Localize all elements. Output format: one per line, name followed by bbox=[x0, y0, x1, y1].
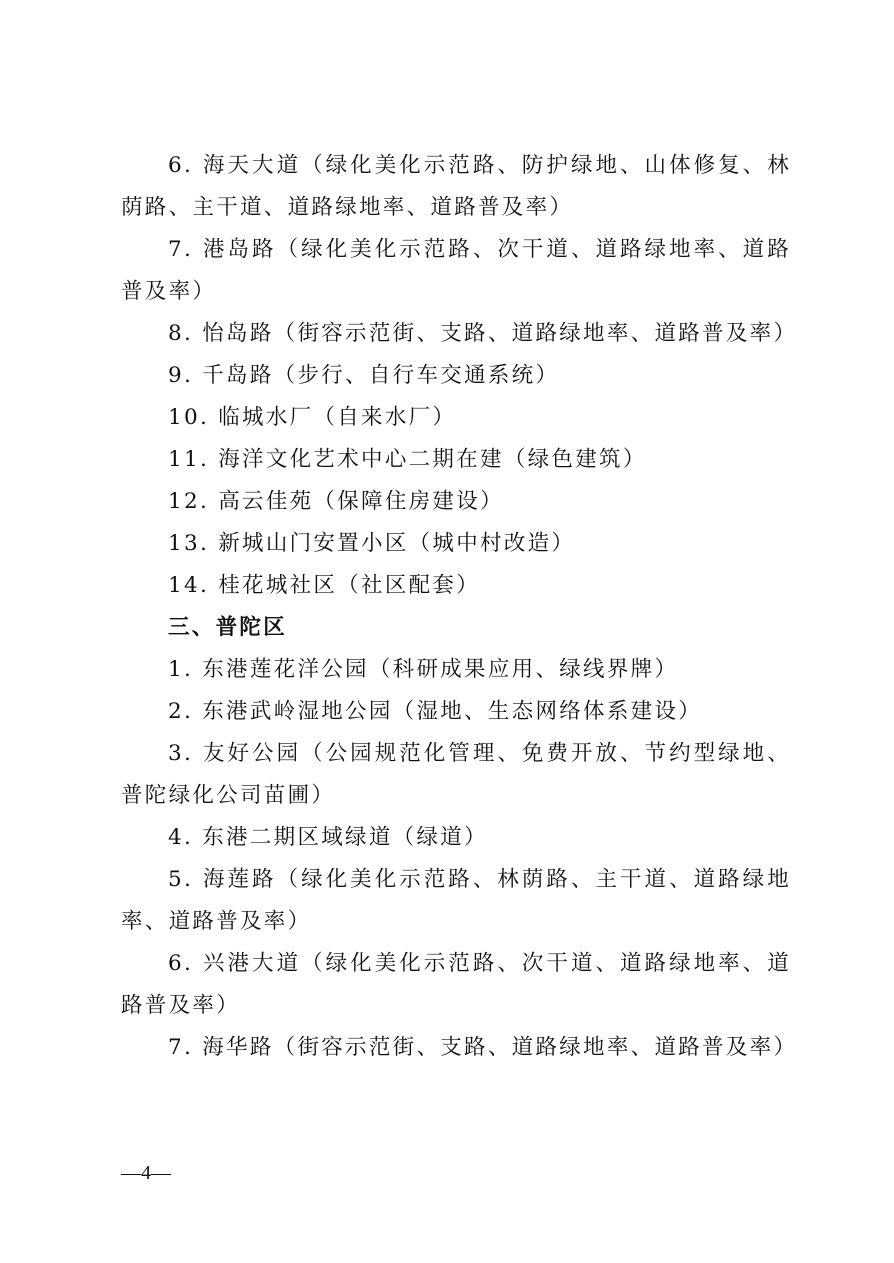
section-heading-putuo: 三、普陀区 bbox=[168, 615, 288, 640]
list-item-youhao-park: 3. 友好公园（公园规范化管理、免费开放、节约型绿地、普陀绿化公司苗圃） bbox=[121, 741, 791, 808]
list-item-shanmen-resettlement: 13. 新城山门安置小区（城中村改造） bbox=[168, 531, 576, 556]
list-item-haitian-avenue: 6. 海天大道（绿化美化示范路、防护绿地、山体修复、林荫路、主干道、道路绿地率、道路普及率） bbox=[121, 153, 791, 220]
list-item-gangdao-road: 7. 港岛路（绿化美化示范路、次干道、道路绿地率、道路普及率） bbox=[121, 237, 791, 304]
list-item-gaoyun-jiayuan: 12. 高云佳苑（保障住房建设） bbox=[168, 489, 504, 514]
list-item-lianhuayang-park: 1. 东港莲花洋公园（科研成果应用、绿线界牌） bbox=[168, 657, 679, 682]
list-item-donggang-greenway: 4. 东港二期区域绿道（绿道） bbox=[168, 825, 488, 850]
list-item-haihua-road: 7. 海华路（街容示范街、支路、道路绿地率、道路普及率） bbox=[168, 1035, 798, 1060]
list-item-lincheng-waterworks: 10. 临城水厂（自来水厂） bbox=[168, 405, 457, 430]
list-item-xinggang-avenue: 6. 兴港大道（绿化美化示范路、次干道、道路绿地率、道路普及率） bbox=[121, 951, 791, 1018]
page-number: —4— bbox=[121, 1162, 171, 1184]
list-item-guihuacheng-community: 14. 桂花城社区（社区配套） bbox=[168, 573, 481, 598]
list-item-ocean-culture-center: 11. 海洋文化艺术中心二期在建（绿色建筑） bbox=[168, 447, 647, 472]
list-item-qiandao-road: 9. 千岛路（步行、自行车交通系统） bbox=[168, 363, 560, 388]
list-item-wuling-wetland-park: 2. 东港武岭湿地公园（湿地、生态网络体系建设） bbox=[168, 699, 703, 724]
list-item-hailian-road: 5. 海莲路（绿化美化示范路、林荫路、主干道、道路绿地率、道路普及率） bbox=[121, 867, 791, 934]
document-body bbox=[121, 145, 798, 1069]
list-item-yidao-road: 8. 怡岛路（街容示范街、支路、道路绿地率、道路普及率） bbox=[168, 321, 798, 346]
